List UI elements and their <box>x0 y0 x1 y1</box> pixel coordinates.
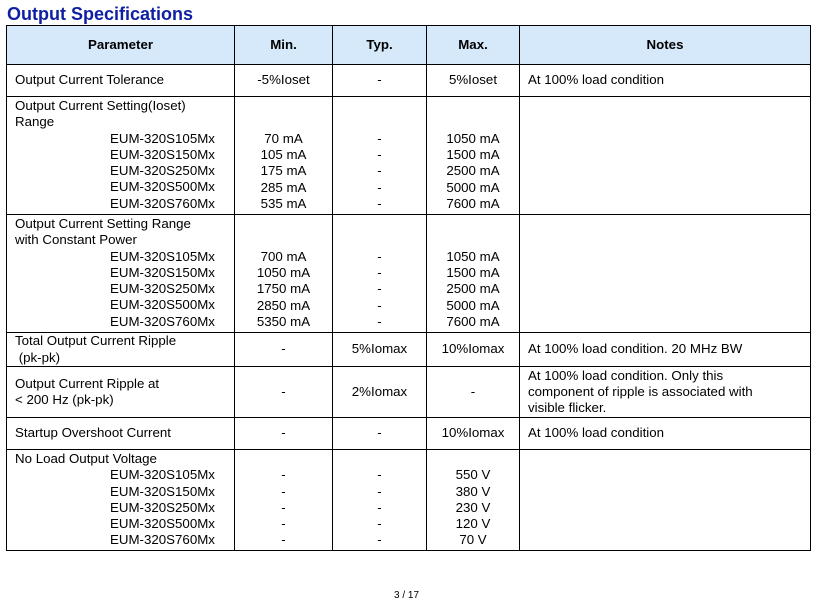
notes-line: component of ripple is associated with <box>528 383 753 399</box>
value: 2500 mA <box>446 281 500 297</box>
max-cell <box>427 450 520 551</box>
value: - <box>377 248 382 264</box>
max-cell <box>427 215 520 333</box>
model-name: EUM-320S105Mx <box>110 248 215 264</box>
model-name: EUM-320S760Mx <box>110 195 215 211</box>
table-row <box>7 367 811 418</box>
value: 120 V <box>455 516 491 532</box>
typ-cell: 2%Iomax <box>333 367 427 418</box>
max-cell: 10%Iomax <box>427 333 520 367</box>
min-cell: - <box>235 418 333 450</box>
param-cell <box>7 97 235 215</box>
table-row <box>7 97 811 215</box>
value: - <box>377 265 382 281</box>
value: - <box>377 281 382 297</box>
value: 7600 mA <box>446 313 500 329</box>
table-row <box>7 450 811 551</box>
typ-cell <box>333 97 427 215</box>
value: - <box>377 483 382 499</box>
min-cell: - <box>235 367 333 418</box>
value: 5350 mA <box>256 313 311 329</box>
model-name: EUM-320S500Mx <box>110 179 215 195</box>
typ-cell: - <box>333 418 427 450</box>
notes-cell <box>520 97 811 215</box>
table-row <box>7 215 811 333</box>
header-max: Max. <box>427 26 520 65</box>
notes-cell: At 100% load condition. 20 MHz BW <box>520 333 811 367</box>
max-cell <box>427 97 520 215</box>
param-line: Range <box>15 114 55 130</box>
header-min: Min. <box>235 26 333 65</box>
value: 5000 mA <box>446 297 500 313</box>
min-cell <box>235 450 333 551</box>
min-cell: -5%Ioset <box>235 65 333 97</box>
value: - <box>377 195 382 211</box>
value: 70 V <box>459 532 487 548</box>
value: - <box>281 467 286 483</box>
value: 550 V <box>455 467 491 483</box>
value: 1050 mA <box>446 248 500 264</box>
notes-line: visible flicker. <box>528 400 607 416</box>
min-cell <box>235 215 333 333</box>
model-name: EUM-320S105Mx <box>110 130 215 146</box>
param-line: Output Current Setting(Ioset) <box>15 98 186 113</box>
param-cell <box>7 333 235 367</box>
value: 700 mA <box>260 248 307 264</box>
model-name: EUM-320S150Mx <box>110 483 215 499</box>
page-number: 3 / 17 <box>394 590 420 601</box>
value: - <box>377 130 382 146</box>
value: 1500 mA <box>446 147 500 163</box>
value: - <box>281 516 286 532</box>
param-line: (pk-pk) <box>15 349 61 365</box>
value: - <box>377 532 382 548</box>
param-line: < 200 Hz (pk-pk) <box>15 392 114 407</box>
value: 1500 mA <box>446 265 500 281</box>
model-name: EUM-320S250Mx <box>110 499 215 515</box>
param-cell <box>7 450 235 551</box>
header-row <box>7 26 811 65</box>
max-cell: 5%Ioset <box>427 65 520 97</box>
typ-cell: 5%Iomax <box>333 333 427 367</box>
value: 1050 mA <box>256 265 311 281</box>
notes-cell <box>520 215 811 333</box>
header-parameter: Parameter <box>7 26 235 65</box>
header-notes: Notes <box>520 26 811 65</box>
param-cell <box>7 367 235 418</box>
param-cell: Startup Overshoot Current <box>7 418 235 450</box>
model-name: EUM-320S150Mx <box>110 146 215 162</box>
value: - <box>377 467 382 483</box>
model-name: EUM-320S250Mx <box>110 281 215 297</box>
min-cell: - <box>235 333 333 367</box>
model-name: EUM-320S500Mx <box>110 297 215 313</box>
value: 175 mA <box>260 163 307 179</box>
param-line: No Load Output Voltage <box>15 451 157 466</box>
value: 2850 mA <box>256 297 311 313</box>
model-name: EUM-320S150Mx <box>110 264 215 280</box>
param-cell: Output Current Tolerance <box>7 65 235 97</box>
table-row <box>7 65 811 97</box>
model-name: EUM-320S760Mx <box>110 313 215 329</box>
value: - <box>377 297 382 313</box>
value: 380 V <box>455 483 491 499</box>
param-line: with Constant Power <box>15 232 137 248</box>
value: - <box>377 499 382 515</box>
value: - <box>281 532 286 548</box>
table-row <box>7 333 811 367</box>
notes-line: At 100% load condition. Only this <box>528 367 724 383</box>
param-cell <box>7 215 235 333</box>
typ-cell <box>333 450 427 551</box>
typ-cell: - <box>333 65 427 97</box>
output-spec-table <box>6 25 811 551</box>
header-typ: Typ. <box>333 26 427 65</box>
max-cell: - <box>427 367 520 418</box>
value: 105 mA <box>260 147 307 163</box>
value: - <box>377 516 382 532</box>
notes-cell <box>520 450 811 551</box>
param-line: Output Current Ripple at <box>15 375 160 391</box>
max-cell: 10%Iomax <box>427 418 520 450</box>
param-line: Output Current Setting Range <box>15 216 191 231</box>
value: 230 V <box>455 499 491 515</box>
notes-cell: At 100% load condition <box>520 65 811 97</box>
value: 535 mA <box>260 195 307 211</box>
value: - <box>281 499 286 515</box>
value: - <box>377 179 382 195</box>
notes-cell: At 100% load condition <box>520 418 811 450</box>
value: 2500 mA <box>446 163 500 179</box>
value: - <box>377 313 382 329</box>
notes-cell <box>520 367 811 418</box>
typ-cell <box>333 215 427 333</box>
model-name: EUM-320S500Mx <box>110 516 215 532</box>
section-title: Output Specifications <box>7 4 194 24</box>
value: - <box>281 483 286 499</box>
table-row <box>7 418 811 450</box>
value: - <box>377 147 382 163</box>
value: 1750 mA <box>256 281 311 297</box>
value: 5000 mA <box>446 179 500 195</box>
value: 285 mA <box>260 179 307 195</box>
model-name: EUM-320S760Mx <box>110 532 215 548</box>
min-cell <box>235 97 333 215</box>
model-name: EUM-320S105Mx <box>110 467 215 483</box>
value: 70 mA <box>264 130 303 146</box>
value: 1050 mA <box>446 130 500 146</box>
param-line: Total Output Current Ripple <box>15 333 177 349</box>
model-name: EUM-320S250Mx <box>110 163 215 179</box>
value: - <box>377 163 382 179</box>
value: 7600 mA <box>446 195 500 211</box>
